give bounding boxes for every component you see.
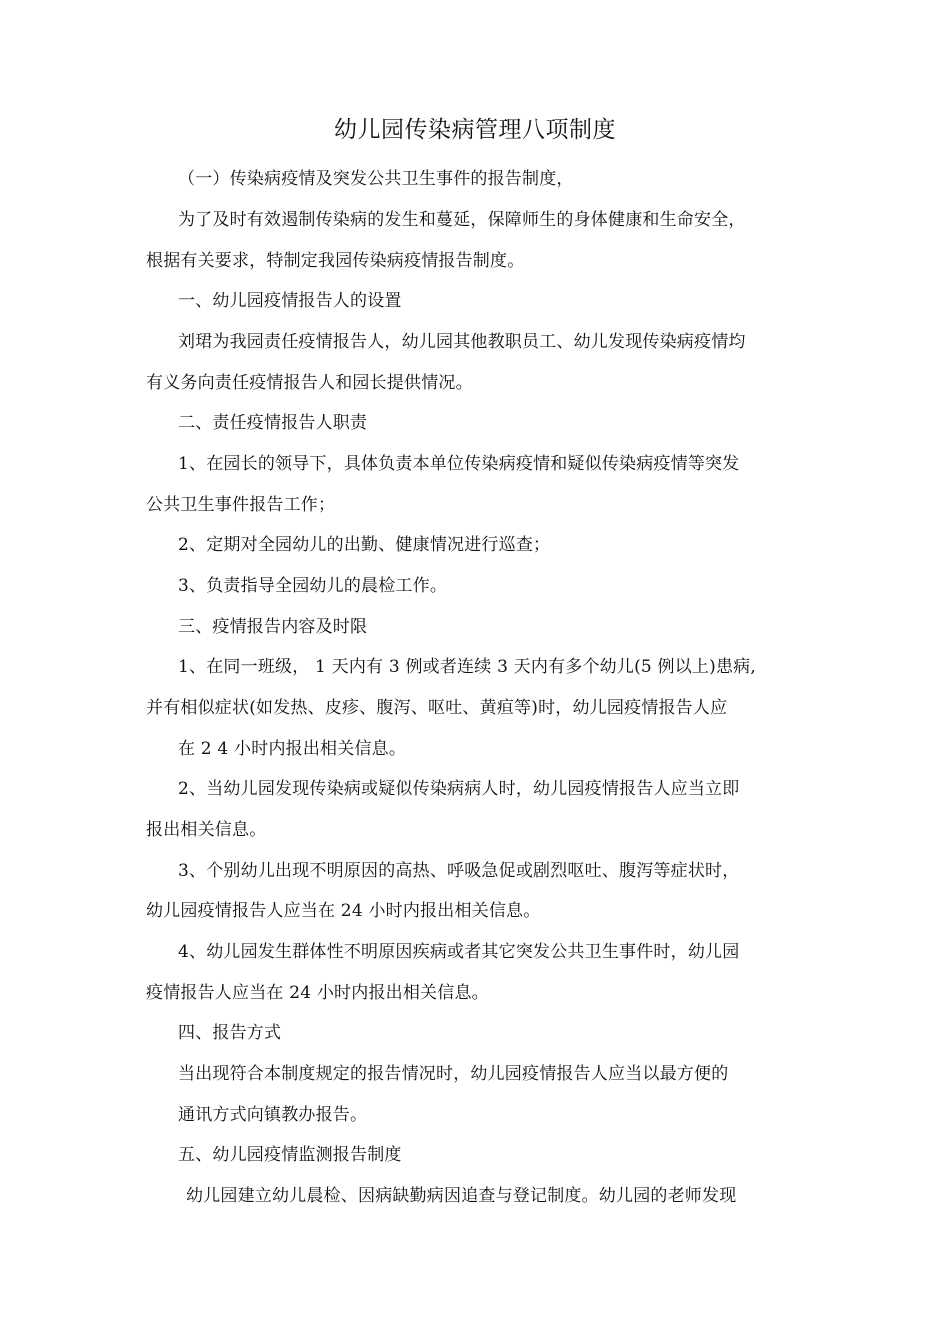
- text-line: 根据有关要求，特制定我园传染病疫情报告制度。: [146, 251, 525, 271]
- text-line: 幼儿园疫情报告人应当在 24 小时内报出相关信息。: [146, 901, 541, 921]
- text-line: 为了及时有效遏制传染病的发生和蔓延，保障师生的身体健康和生命安全，: [178, 210, 746, 230]
- text-line: 1、在园长的领导下，具体负责本单位传染病疫情和疑似传染病疫情等突发: [178, 454, 740, 474]
- text-line: 并有相似症状(如发热、皮疹、腹泻、呕吐、黄疸等)时，幼儿园疫情报告人应: [146, 698, 728, 718]
- text-line: 2、定期对全园幼儿的出勤、健康情况进行巡查；: [178, 535, 551, 555]
- text-line: （一）传染病疫情及突发公共卫生事件的报告制度，: [178, 169, 574, 189]
- text-line: 刘珺为我园责任疫情报告人，幼儿园其他教职员工、幼儿发现传染病疫情均: [178, 332, 746, 352]
- text-line: 通讯方式向镇教办报告。: [178, 1105, 368, 1125]
- text-line: 4、幼儿园发生群体性不明原因疾病或者其它突发公共卫生事件时，幼儿园: [178, 942, 740, 962]
- text-line: 公共卫生事件报告工作；: [146, 495, 336, 515]
- text-line: 有义务向责任疫情报告人和园长提供情况。: [146, 373, 473, 393]
- text-line: 幼儿园建立幼儿晨检、因病缺勤病因追查与登记制度。幼儿园的老师发现: [186, 1186, 737, 1206]
- text-line: 3、负责指导全园幼儿的晨检工作。: [178, 576, 448, 596]
- document-title: 幼儿园传染病管理八项制度: [334, 117, 616, 143]
- text-line: 疫情报告人应当在 24 小时内报出相关信息。: [146, 983, 489, 1003]
- section-heading: 五、幼儿园疫情监测报告制度: [178, 1145, 402, 1165]
- text-line: 1、在同一班级， 1 天内有 3 例或者连续 3 天内有多个幼儿(5 例以上)患病,: [178, 657, 756, 677]
- section-heading: 四、报告方式: [178, 1023, 282, 1043]
- text-line: 在 2 4 小时内报出相关信息。: [178, 739, 407, 759]
- section-heading: 一、幼儿园疫情报告人的设置: [178, 291, 402, 311]
- text-line: 当出现符合本制度规定的报告情况时，幼儿园疫情报告人应当以最方便的: [178, 1064, 729, 1084]
- section-heading: 二、责任疫情报告人职责: [178, 413, 368, 433]
- section-heading: 三、疫情报告内容及时限: [178, 617, 368, 637]
- text-line: 2、当幼儿园发现传染病或疑似传染病病人时，幼儿园疫情报告人应当立即: [178, 779, 740, 799]
- text-line: 3、个别幼儿出现不明原因的高热、呼吸急促或剧烈呕吐、腹泻等症状时，: [178, 861, 740, 881]
- text-line: 报出相关信息。: [146, 820, 267, 840]
